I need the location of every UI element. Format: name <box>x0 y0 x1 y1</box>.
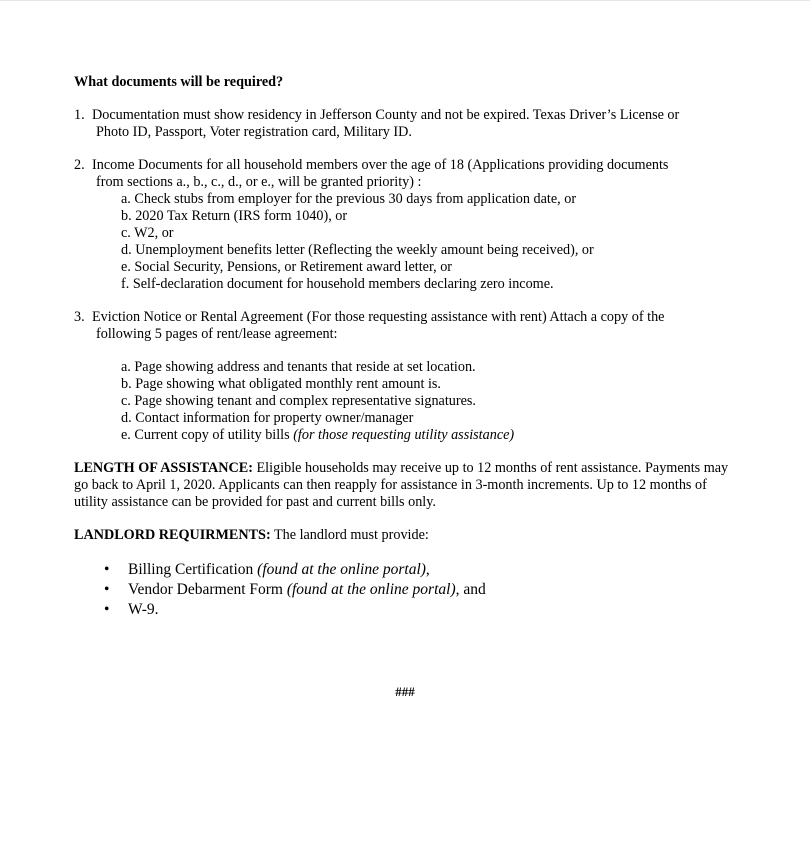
requirement-item-1 <box>74 107 734 141</box>
list-item: c. Page showing tenant and complex representative signatures. <box>121 393 476 409</box>
list-item: a. Check stubs from employer for the previous 30 days from application date, or <box>121 191 577 207</box>
paragraph-label: LANDLORD REQUIRMENTS: <box>74 527 271 543</box>
list-item: d. Unemployment benefits letter (Reflecting the weekly amount being received), or <box>121 242 594 258</box>
income-document-list <box>74 191 734 293</box>
item-text-line2: following 5 pages of rent/lease agreement: <box>96 326 338 342</box>
item-number: 2. <box>74 157 85 173</box>
item-text-line1: Income Documents for all household members over the age of 18 (Applications providing documents <box>92 157 669 173</box>
list-item: b. Page showing what obligated monthly rent amount is. <box>121 376 441 392</box>
item-number: 3. <box>74 309 85 325</box>
page-top-rule <box>0 0 810 1</box>
item-text-line1: Documentation must show residency in Jefferson County and not be expired. Texas Driver’s License or <box>92 107 680 123</box>
paragraph-text: Eligible households may receive up to 12 months of rent assistance. Payments may go back to April 1, 2020. Applicants can then reapply for assistance in 3-month increments. Up to 12 months of utility assistance can be provided for past and current bills only. <box>74 460 729 510</box>
section-heading: What documents will be required? <box>74 74 284 90</box>
document-body <box>74 74 734 620</box>
paragraph-label: LENGTH OF ASSISTANCE: <box>74 460 253 476</box>
italic-note: (for those requesting utility assistance) <box>293 427 515 443</box>
list-item: e. Current copy of utility bills (for those requesting utility assistance) <box>121 427 515 443</box>
end-of-document-mark: ### <box>395 684 415 699</box>
list-item: f. Self-declaration document for household members declaring zero income. <box>121 276 554 292</box>
list-item: c. W2, or <box>121 225 174 241</box>
item-text-line2: Photo ID, Passport, Voter registration card, Military ID. <box>96 124 412 140</box>
italic-note: (found at the online portal) <box>257 561 426 578</box>
landlord-requirements-paragraph <box>74 527 734 544</box>
item-text-line2: from sections a., b., c., d., or e., will be granted priority) : <box>96 174 422 190</box>
list-item: • W-9. <box>104 600 734 620</box>
list-item: a. Page showing address and tenants that reside at set location. <box>121 359 476 375</box>
length-of-assistance-paragraph <box>74 460 734 511</box>
requirement-item-2 <box>74 157 734 293</box>
paragraph-text: The landlord must provide: <box>270 527 429 543</box>
landlord-requirements-list <box>74 560 734 620</box>
rental-page-list <box>74 359 734 444</box>
list-item: d. Contact information for property owner/manager <box>121 410 414 426</box>
item-text-line1: Eviction Notice or Rental Agreement (For those requesting assistance with rent) Attach a copy of the <box>92 309 665 325</box>
list-item: • Vendor Debarment Form (found at the online portal), and <box>104 580 734 600</box>
list-item: e. Social Security, Pensions, or Retirement award letter, or <box>121 259 453 275</box>
list-item: • Billing Certification (found at the online portal), <box>104 560 734 580</box>
list-item: b. 2020 Tax Return (IRS form 1040), or <box>121 208 348 224</box>
item-number: 1. <box>74 107 85 123</box>
requirement-item-3 <box>74 309 734 444</box>
italic-note: (found at the online portal) <box>286 581 456 598</box>
